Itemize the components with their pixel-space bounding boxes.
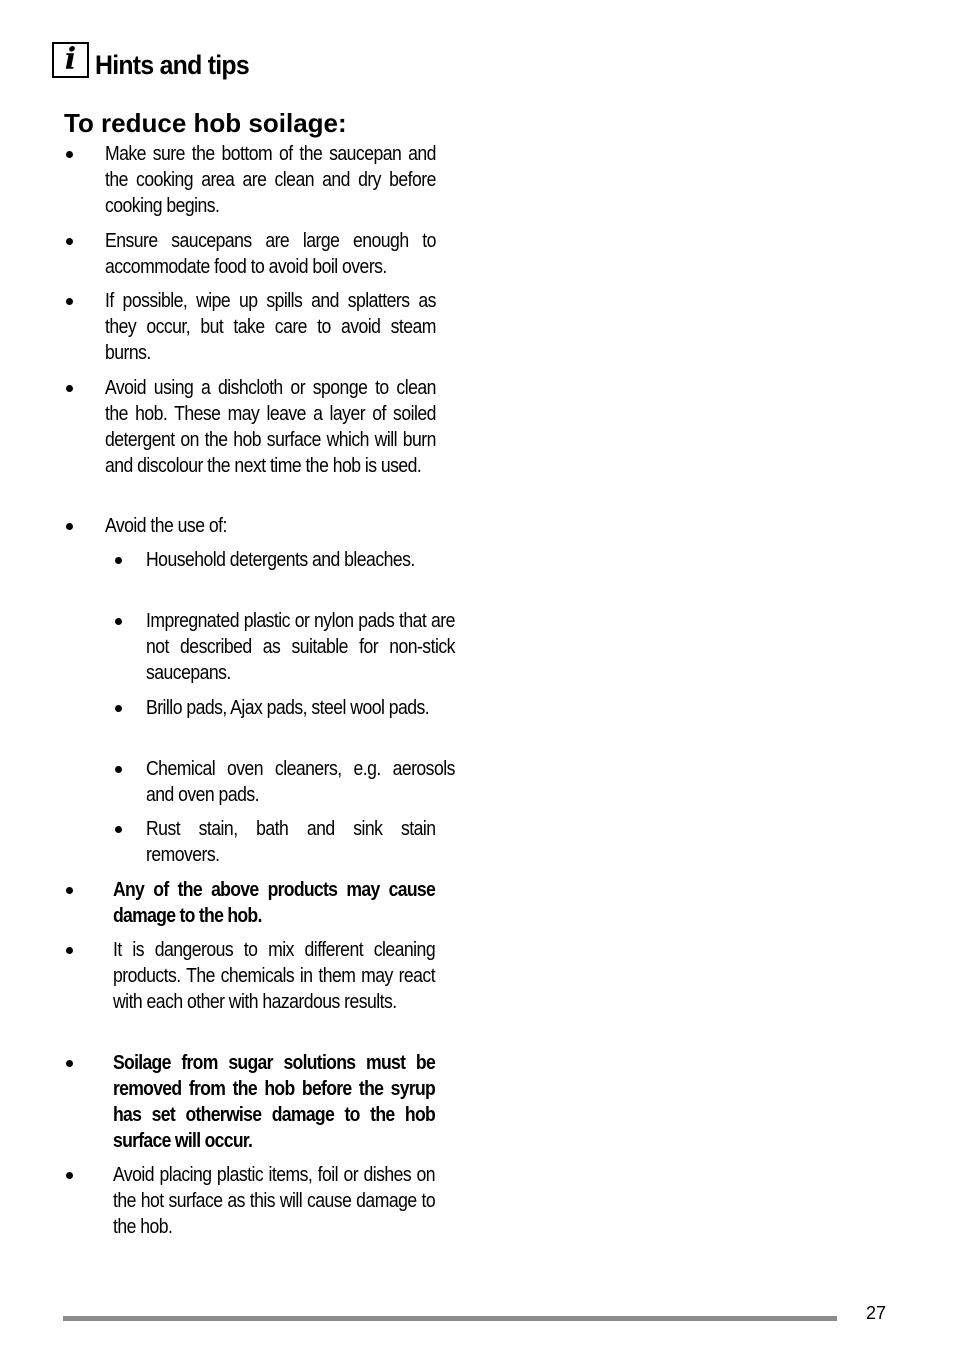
bullet-icon	[66, 1060, 73, 1067]
warning-item: Any of the above products may cause damage to the hob.	[113, 879, 436, 927]
list-item: Avoid the use of:	[105, 515, 227, 537]
list-subitem: Brillo pads, Ajax pads, steel wool pads.	[146, 697, 430, 719]
bullet-icon	[66, 523, 73, 530]
list-subitem: Rust stain, bath and sink stain removers.	[146, 818, 436, 866]
list-item: Avoid using a dishcloth or sponge to clean the hob. These may leave a layer of soiled detergent on the hob surface which will burn and discolour the next time the hob is used.	[105, 377, 436, 477]
bullet-icon	[66, 238, 73, 245]
list-item: Make sure the bottom of the saucepan and the cooking area are clean and dry before cooking begins.	[105, 143, 436, 217]
section-title: To reduce hob soilage:	[64, 108, 347, 138]
bullet-icon	[115, 557, 122, 564]
bullet-icon	[115, 766, 122, 773]
bullet-icon	[66, 298, 73, 305]
list-item: If possible, wipe up spills and splatters as they occur, but take care to avoid steam burns.	[105, 290, 436, 364]
list-subitem: Household detergents and bleaches.	[146, 549, 415, 571]
bullet-icon	[115, 826, 122, 833]
bullet-icon	[66, 151, 73, 158]
bullet-icon	[66, 385, 73, 392]
warning-item: Soilage from sugar solutions must be removed from the hob before the syrup has set otherwise damage to the hob surface will occur.	[113, 1052, 436, 1152]
bullet-icon	[115, 618, 122, 625]
bullet-icon	[115, 705, 122, 712]
info-icon: i	[52, 42, 89, 78]
bullet-icon	[66, 1172, 73, 1179]
header	[52, 42, 262, 81]
footer-divider	[63, 1316, 837, 1321]
list-subitem: Chemical oven cleaners, e.g. aerosols and oven pads.	[146, 758, 455, 806]
list-subitem: Impregnated plastic or nylon pads that are not described as suitable for non-stick saucepans.	[146, 610, 455, 684]
page-number: 27	[866, 1303, 887, 1323]
bullet-icon	[66, 947, 73, 954]
list-item: Ensure saucepans are large enough to accommodate food to avoid boil overs.	[105, 230, 436, 278]
list-item: It is dangerous to mix different cleaning products. The chemicals in them may react with each other with hazardous results.	[113, 939, 436, 1013]
page-title: Hints and tips	[95, 50, 249, 80]
bullet-icon	[66, 887, 73, 894]
list-item: Avoid placing plastic items, foil or dishes on the hot surface as this will cause damage to the hob.	[113, 1164, 436, 1238]
